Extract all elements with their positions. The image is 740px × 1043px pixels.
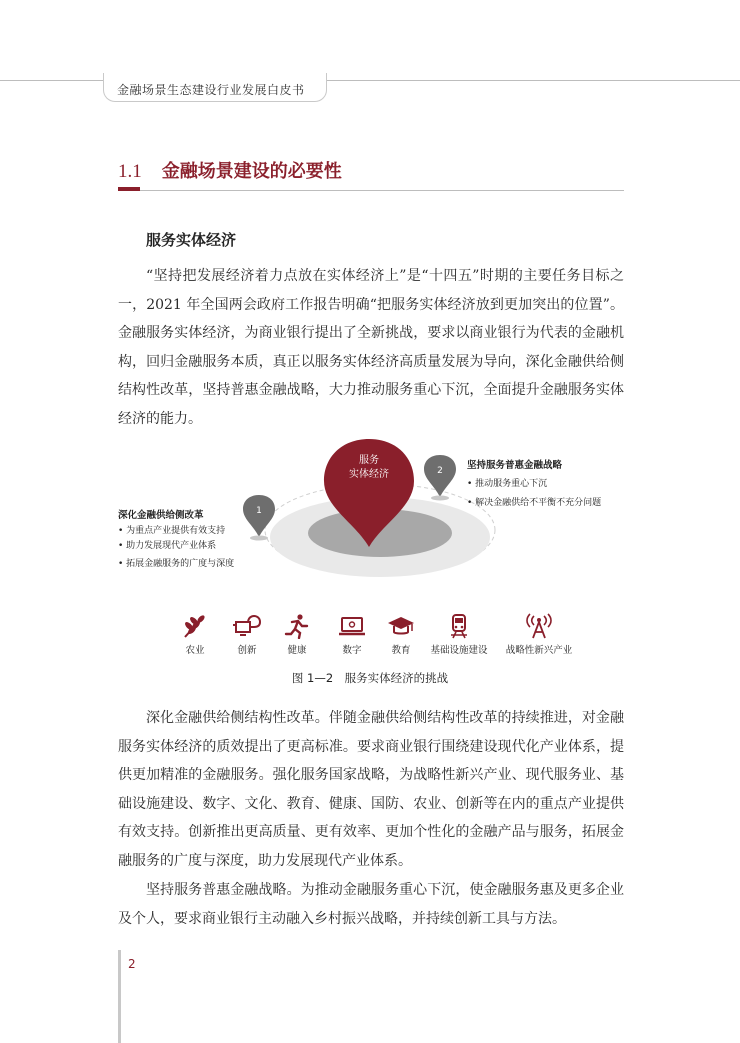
wheat-icon <box>180 613 210 639</box>
pin-1-item: • 助力发展现代产业体系 <box>118 541 217 551</box>
icon-item-innovation <box>230 613 264 656</box>
pin-2 <box>424 455 456 497</box>
pin-1 <box>243 495 275 537</box>
section-accent-bar <box>118 187 140 191</box>
icon-label: 农业 <box>185 645 205 656</box>
icon-item-health <box>280 613 314 656</box>
pin-2-number: 2 <box>437 466 443 476</box>
icon-item-agriculture <box>178 613 212 656</box>
pin-2-item: • 解决金融供给不平衡不充分问题 <box>467 498 602 508</box>
figure-diagram <box>110 435 630 610</box>
pin-2-title: 坚持服务普惠金融战略 <box>467 460 563 471</box>
center-label-line2: 实体经济 <box>349 469 389 480</box>
industry-icons-row <box>178 613 578 657</box>
subheading: 服务实体经济 <box>146 231 237 249</box>
icon-label: 基础设施建设 <box>430 645 488 656</box>
figure-serve-real-economy <box>110 435 630 695</box>
icon-item-infrastructure <box>416 613 502 656</box>
paragraph-supply-side-reform: 深化金融供给侧结构性改革。伴随金融供给侧结构性改革的持续推进，对金融服务实体经济的质效提出了更高标准。要求商业银行围绕建设现代化产业体系，提供更加精准的金融服务。强化服务国家战略，为战略性新兴产业、现代服务业、基础设施建设、数字、文化、教育、健康、国防、农业、创新等在内的重点产业提供有效支持。创新推出更高质量、更有效率、更加个性化的金融产品与服务，拓展金融服务的广度与深度，助力发展现代产业体系。 <box>118 710 624 869</box>
icon-label: 战略性新兴产业 <box>505 645 573 656</box>
icon-label: 创新 <box>237 645 257 656</box>
runner-icon <box>282 613 312 639</box>
section-heading <box>118 157 342 183</box>
graduation-cap-icon <box>386 613 416 639</box>
pin-1-number: 1 <box>256 506 262 516</box>
pin-1-shadow <box>250 536 268 541</box>
signal-tower-icon <box>524 613 554 639</box>
footer-bar <box>118 950 121 1043</box>
page-number: 2 <box>128 957 136 971</box>
pin-1-title: 深化金融供给侧改革 <box>118 510 204 521</box>
center-label-line1: 服务 <box>359 455 379 466</box>
icon-item-digital <box>335 613 369 656</box>
running-header: 金融场景生态建设行业发展白皮书 <box>117 83 305 97</box>
icon-item-emerging-industry <box>500 613 578 656</box>
paragraph-inclusive-finance: 坚持服务普惠金融战略。为推动金融服务重心下沉，使金融服务惠及更多企业及个人，要求商业银行主动融入乡村振兴战略，并持续创新工具与方法。 <box>118 882 624 927</box>
figure-caption: 图 1—2 服务实体经济的挑战 <box>291 671 449 685</box>
pin-2-shadow <box>431 496 449 501</box>
section-number: 1.1 <box>118 161 142 182</box>
pin-1-item: • 为重点产业提供有效支持 <box>118 526 226 536</box>
pin-2-item: • 推动服务重心下沉 <box>467 479 548 489</box>
section-rule <box>118 190 624 191</box>
icon-label: 教育 <box>391 645 411 656</box>
paragraph-intro: “坚持把发展经济着力点放在实体经济上”是“十四五”时期的主要任务目标之一，2021 年全国两会政府工作报告明确“把服务实体经济放到更加突出的位置”。金融服务实体经济，为商业银行提出了全新挑战，要求以商业银行为代表的金融机构，回归金融服务本质，真正以服务实体经济高质量发展为导向，深化金融供给侧结构性改革，坚持普惠金融战略，大力推动服务重心下沉，全面提升金融服务实体经济的能力。 <box>118 268 624 427</box>
innovation-icon <box>232 613 262 639</box>
icon-label: 健康 <box>287 645 307 656</box>
laptop-icon <box>337 613 367 639</box>
icon-label: 数字 <box>342 645 362 656</box>
train-icon <box>444 613 474 639</box>
icon-item-education <box>384 613 418 656</box>
section-title: 金融场景建设的必要性 <box>161 161 342 182</box>
pin-1-item: • 拓展金融服务的广度与深度 <box>118 559 235 569</box>
